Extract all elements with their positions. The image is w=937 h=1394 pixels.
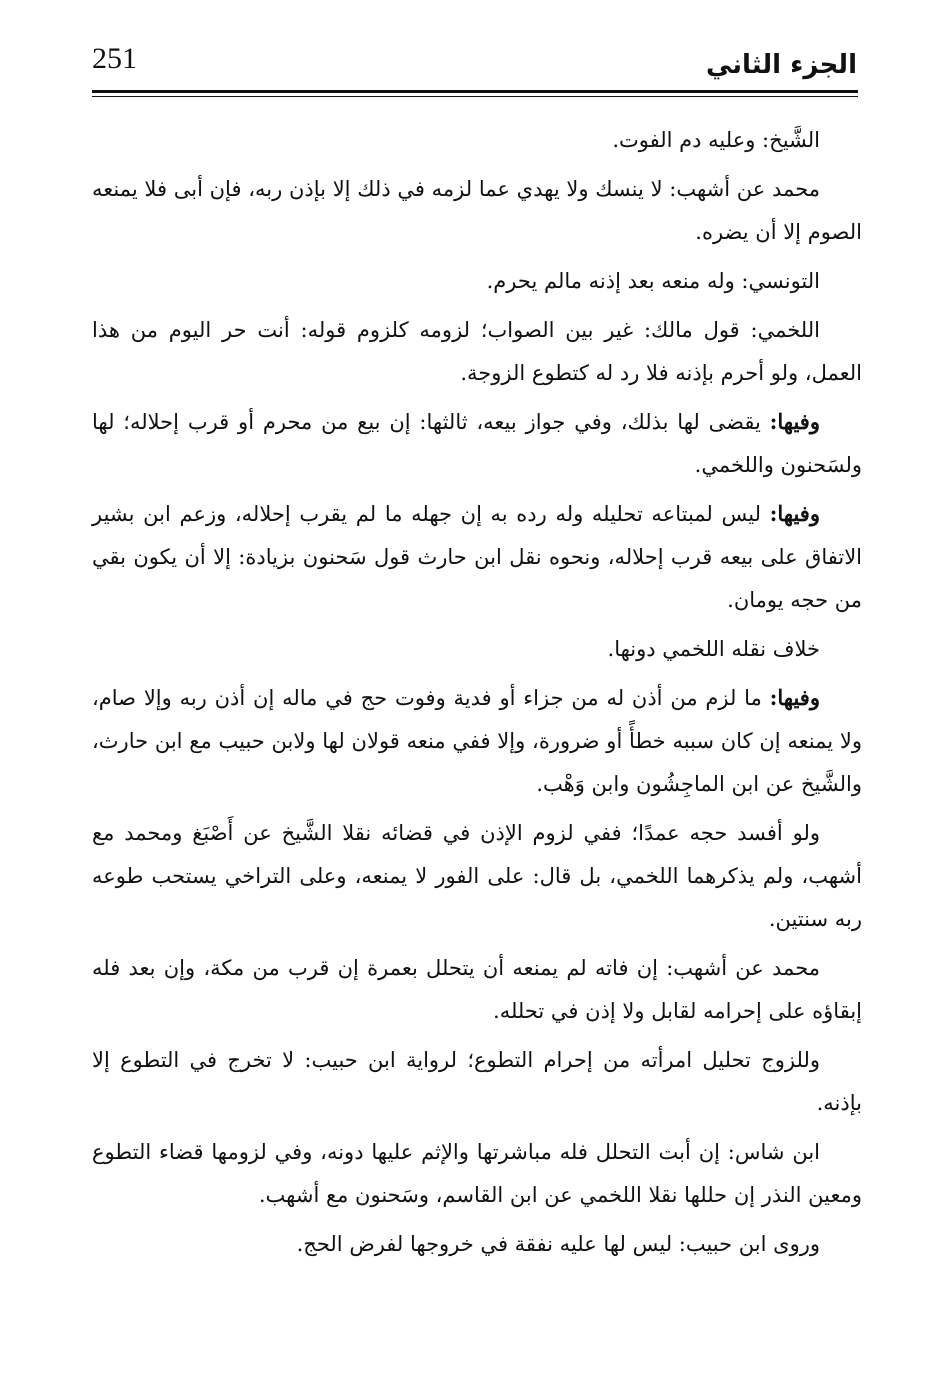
paragraph	[92, 1222, 862, 1266]
paragraph	[92, 118, 862, 162]
paragraph	[92, 1038, 862, 1125]
paragraph-text: ما لزم من أذن له من جزاء أو فدية وفوت حج في ماله إن أذن ربه وإلا صام، ولا يمنعه إن كان سببه خطأً أو ضرورة، وإلا ففي منعه قولان لها ولابن حبيب مع ابن حارث، والشَّيخ عن ابن الماجِشُون وابن وَهْب.	[92, 686, 862, 796]
paragraph-text: ولو أفسد حجه عمدًا؛ ففي لزوم الإذن في قضائه نقلا الشَّيخ عن أَصْبَغ ومحمد مع أشهب، ولم يذكرهما اللخمي، بل قال: على الفور لا يمنعه، وعلى التراخي يستحب طوعه ربه سنتين.	[92, 821, 862, 931]
paragraph	[92, 308, 862, 395]
header-rule-thick	[92, 90, 858, 93]
paragraph	[92, 627, 862, 671]
paragraph	[92, 811, 862, 941]
running-title: الجزء الثاني	[705, 50, 857, 80]
paragraph-lead: وفيها:	[769, 685, 820, 710]
paragraph-text: التونسي: وله منعه بعد إذنه مالم يحرم.	[486, 269, 820, 293]
page-body	[92, 118, 862, 1271]
paragraph	[92, 1130, 862, 1217]
paragraph-text: ابن شاس: إن أبت التحلل فله مباشرتها والإثم عليها دونه، وفي لزومها قضاء التطوع ومعين النذر إن حللها نقلا اللخمي عن ابن القاسم، وسَحنون مع أشهب.	[92, 1140, 862, 1207]
paragraph	[92, 492, 862, 622]
paragraph	[92, 946, 862, 1033]
paragraph-text: وروى ابن حبيب: ليس لها عليه نفقة في خروجها لفرض الحج.	[296, 1232, 820, 1256]
paragraph-text: اللخمي: قول مالك: غير بين الصواب؛ لزومه كلزوم قوله: أنت حر اليوم من هذا العمل، ولو أحرم بإذنه فلا رد له كتطوع الزوجة.	[92, 318, 862, 385]
paragraph-text: الشَّيخ: وعليه دم الفوت.	[612, 128, 820, 152]
paragraph	[92, 676, 862, 806]
paragraph-text: وللزوج تحليل امرأته من إحرام التطوع؛ لرواية ابن حبيب: لا تخرج في التطوع إلا بإذنه.	[92, 1048, 862, 1115]
paragraph	[92, 259, 862, 303]
paragraph-text: ليس لمبتاعه تحليله وله رده به إن جهله ما لم يقرب إحلاله، وزعم ابن بشير الاتفاق على بيعه قرب إحلاله، ونحوه نقل ابن حارث قول سَحنون بزيادة: إلا أن يكون بقي من حجه يومان.	[92, 502, 862, 612]
paragraph	[92, 167, 862, 254]
paragraph-text: يقضى لها بذلك، وفي جواز بيعه، ثالثها: إن بيع من محرم أو قرب إحلاله؛ لها ولسَحنون واللخمي.	[92, 410, 862, 477]
paragraph	[92, 400, 862, 487]
paragraph-text: خلاف نقله اللخمي دونها.	[607, 637, 820, 661]
paragraph-lead: وفيها:	[769, 501, 820, 526]
paragraph-text: محمد عن أشهب: إن فاته لم يمنعه أن يتحلل بعمرة إن قرب من مكة، وإن بعد فله إبقاؤه على إحرامه لقابل ولا إذن في تحلله.	[92, 956, 862, 1023]
paragraph-text: محمد عن أشهب: لا ينسك ولا يهدي عما لزمه في ذلك إلا بإذن ربه، فإن أبى فلا يمنعه الصوم إلا أن يضره.	[92, 177, 862, 244]
page-number: 251	[92, 42, 137, 75]
paragraph-lead: وفيها:	[769, 409, 820, 434]
header-rule-thin	[92, 96, 858, 97]
